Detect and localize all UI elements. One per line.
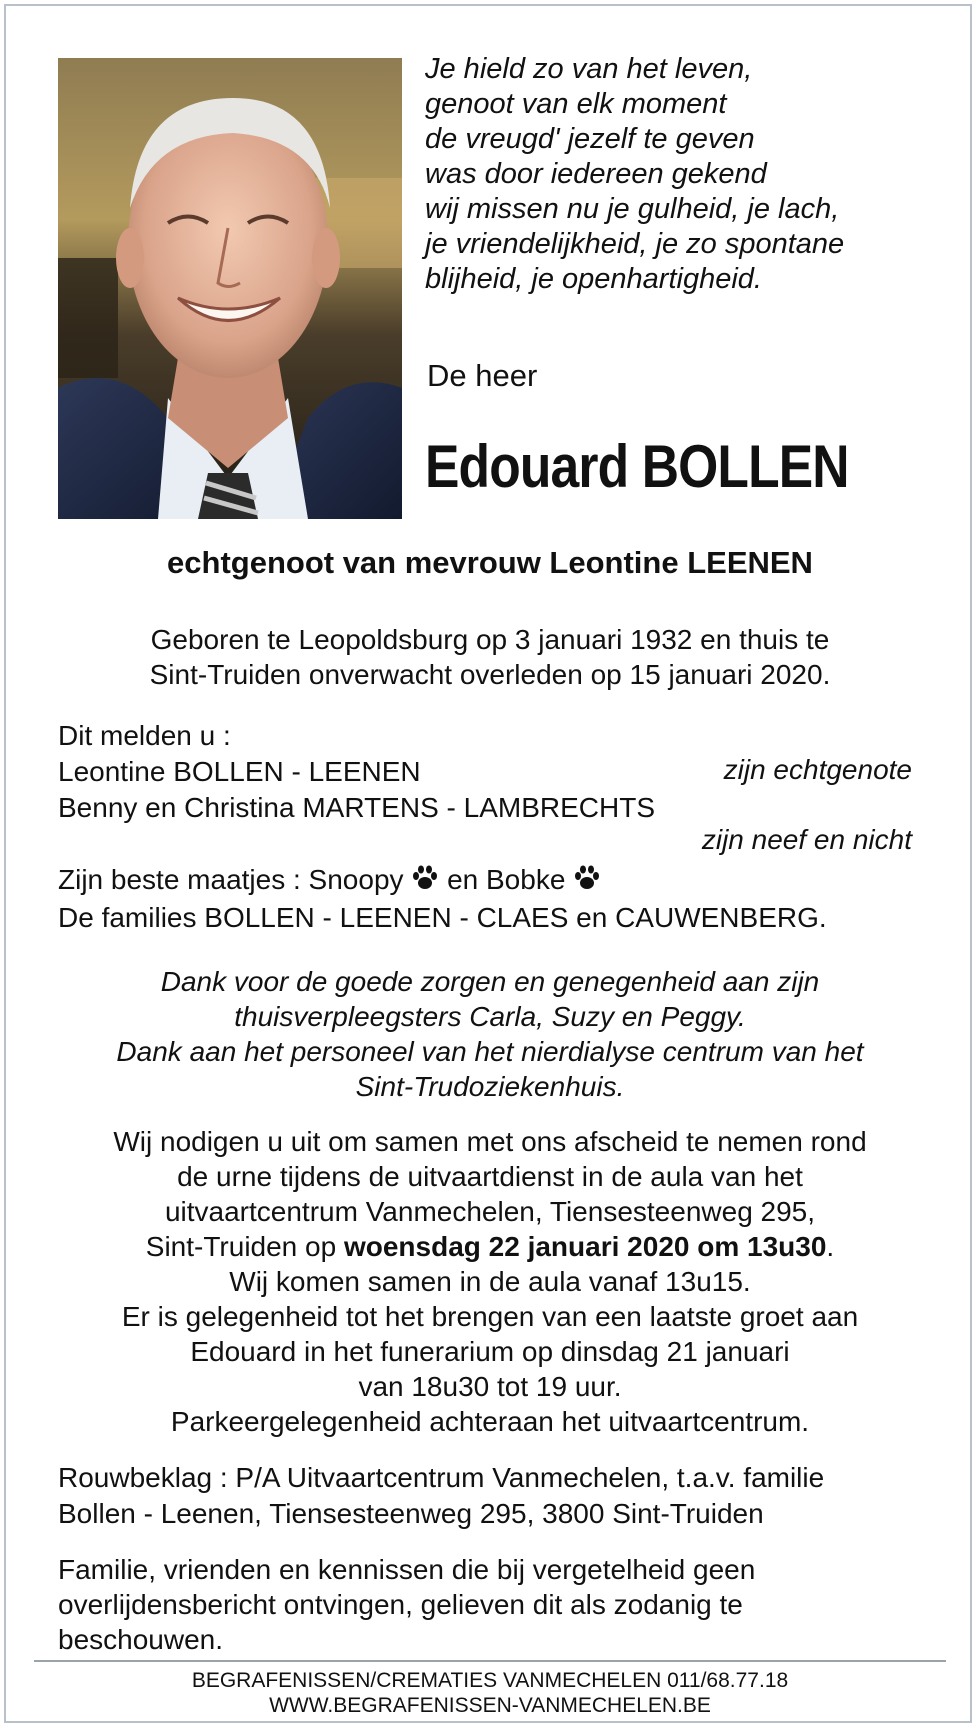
thanks-line: Dank voor de goede zorgen en genegenheid aan zijn [160, 966, 820, 997]
portrait-photo [58, 58, 402, 519]
relative-relation: zijn echtgenote [723, 754, 912, 785]
footer-company: BEGRAFENISSEN/CREMATIES VANMECHELEN 011/68.77.18 [191, 1669, 789, 1692]
condolences-text [58, 1460, 824, 1532]
poem-line: de vreugd' jezelf te geven [425, 123, 755, 155]
announce-intro: Dit melden u : [58, 720, 231, 751]
poem-line: wij missen nu je gulheid, je lach, [425, 193, 840, 225]
service-datetime: woensdag 22 januari 2020 om 13u30 [343, 1231, 827, 1262]
thanks-line: Dank aan het personeel van het nierdialyse centrum van het [116, 1036, 864, 1067]
birth-death-line: Geboren te Leopoldsburg op 3 januari 1932 en thuis te [150, 624, 830, 655]
condolences-line: Rouwbeklag : P/A Uitvaartcentrum Vanmechelen, t.a.v. familie [58, 1462, 825, 1493]
poem-line: blijheid, je openhartigheid. [425, 263, 762, 295]
pets-prefix: Zijn beste maatjes : Snoopy [58, 864, 404, 895]
footer-divider [34, 1660, 946, 1662]
pets-middle: en Bobke [447, 864, 566, 895]
footer [0, 1668, 980, 1718]
notice-text [58, 1552, 755, 1657]
paw-icon [573, 864, 601, 900]
poem-line: was door iedereen gekend [425, 158, 767, 190]
notice-line: Familie, vrienden en kennissen die bij vergetelheid geen [58, 1554, 756, 1585]
notice-line: beschouwen. [58, 1624, 224, 1655]
invitation-date-line [0, 1229, 980, 1264]
salutation: De heer [427, 358, 538, 393]
relative-name: Leontine BOLLEN - LEENEN [58, 756, 421, 787]
spouse-line: echtgenoot van mevrouw Leontine LEENEN [167, 545, 813, 580]
poem-line: je vriendelijkheid, je zo spontane [425, 228, 845, 260]
invitation-text [0, 1124, 980, 1439]
date-suffix: . [826, 1231, 835, 1262]
poem-line: genoot van elk moment [425, 88, 727, 120]
footer-website: WWW.BEGRAFENISSEN-VANMECHELEN.BE [269, 1694, 711, 1717]
invitation-line: Wij komen samen in de aula vanaf 13u15. [229, 1266, 751, 1297]
birth-death-line: Sint-Truiden onverwacht overleden op 15 januari 2020. [149, 659, 831, 690]
notice-line: overlijdensbericht ontvingen, gelieven dit als zodanig te [58, 1589, 743, 1620]
invitation-line: Wij nodigen u uit om samen met ons afscheid te nemen rond [113, 1126, 867, 1157]
thanks-line: thuisverpleegsters Carla, Suzy en Peggy. [234, 1001, 746, 1032]
pets-line [58, 862, 827, 900]
families-line: De families BOLLEN - LEENEN - CLAES en CAUWENBERG. [58, 902, 827, 933]
poem-line: Je hield zo van het leven, [425, 53, 753, 85]
invitation-line: Edouard in het funerarium op dinsdag 21 januari [190, 1336, 790, 1367]
thanks-text [0, 964, 980, 1104]
invitation-line: Parkeergelegenheid achteraan het uitvaartcentrum. [170, 1406, 810, 1437]
invitation-line: de urne tijdens de uitvaartdienst in de aula van het [177, 1161, 803, 1192]
birth-death-text [0, 622, 980, 692]
deceased-name: Edouard BOLLEN [425, 433, 849, 500]
invitation-line: uitvaartcentrum Vanmechelen, Tiensesteenweg 295, [164, 1196, 816, 1227]
invitation-line: van 18u30 tot 19 uur. [358, 1371, 622, 1402]
condolences-line: Bollen - Leenen, Tiensesteenweg 295, 3800 Sint-Truiden [58, 1498, 764, 1529]
invitation-line: Er is gelegenheid tot het brengen van een laatste groet aan [121, 1301, 859, 1332]
paw-icon [411, 864, 439, 900]
date-prefix: Sint-Truiden op [145, 1231, 344, 1262]
relative-relation: zijn neef en nicht [701, 824, 912, 855]
thanks-line: Sint-Trudoziekenhuis. [355, 1071, 625, 1102]
poem [425, 52, 925, 297]
relative-name: Benny en Christina MARTENS - LAMBRECHTS [58, 792, 655, 823]
